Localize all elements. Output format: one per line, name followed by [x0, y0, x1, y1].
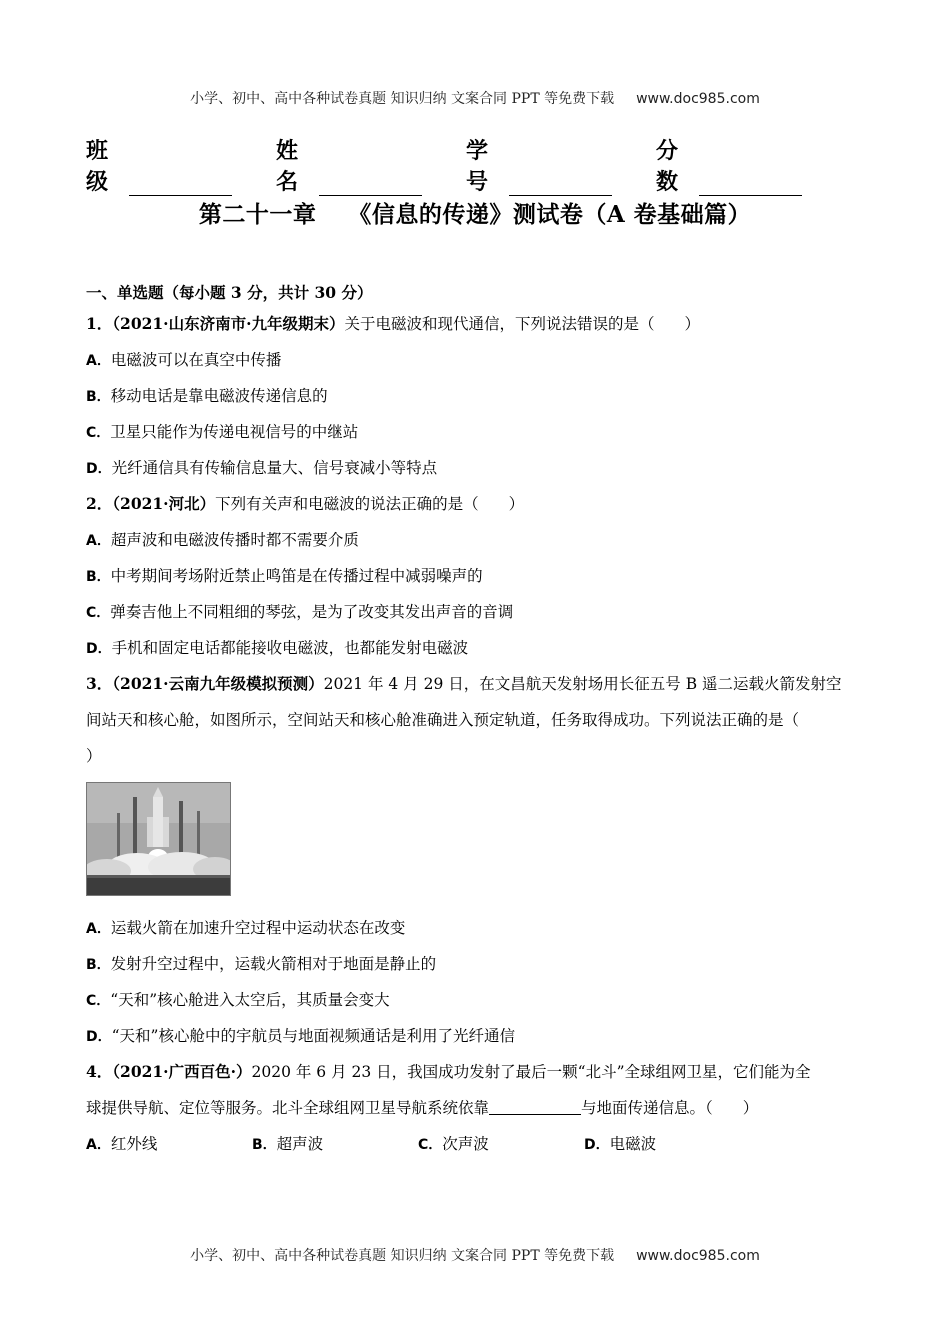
question-3-line-3: ） — [86, 747, 102, 765]
page-footer — [0, 1245, 950, 1265]
section-title: 一、单选题（每小题 3 分，共计 30 分） — [86, 283, 373, 302]
option-d[interactable]: D．光纤通信具有传输信息量大、信号衰减小等特点 — [86, 459, 438, 477]
option-b[interactable]: B．中考期间考场附近禁止鸣笛是在传播过程中减弱噪声的 — [86, 567, 483, 585]
test-title: 《信息的传递》测试卷（A 卷基础篇） — [348, 201, 752, 228]
answer-blank[interactable] — [489, 1098, 581, 1115]
header-site-link[interactable]: www.doc985.com — [636, 91, 760, 107]
option-c[interactable]: C．次声波 — [418, 1135, 489, 1153]
option-b[interactable]: B．移动电话是靠电磁波传递信息的 — [86, 387, 328, 405]
question-number: 1． — [86, 314, 113, 333]
option-d[interactable]: D．“天和”核心舱中的宇航员与地面视频通话是利用了光纤通信 — [86, 1027, 515, 1045]
question-number: 3． — [86, 674, 113, 693]
student-info-row — [86, 134, 846, 196]
name-blank[interactable] — [319, 171, 422, 196]
option-a[interactable]: A．红外线 — [86, 1135, 158, 1153]
name-field[interactable] — [276, 134, 422, 196]
question-4-line-2: 球提供导航、定位等服务。北斗全球组网卫星导航系统依靠 与地面传递信息。（ ） — [86, 1099, 759, 1117]
score-blank[interactable] — [699, 171, 802, 196]
question-text: 2021 年 4 月 29 日，在文昌航天发射场用长征五号 B 遥二运载火箭发射空 — [323, 675, 842, 693]
rocket-launch-icon — [87, 783, 230, 895]
footer-site-link[interactable]: www.doc985.com — [636, 1248, 760, 1264]
option-c[interactable]: C．卫星只能作为传递电视信号的中继站 — [86, 423, 359, 441]
option-d[interactable]: D．电磁波 — [584, 1135, 657, 1153]
question-source: （2021·云南九年级模拟预测） — [112, 674, 324, 693]
question-3-line-2: 间站天和核心舱，如图所示，空间站天和核心舱准确进入预定轨道，任务取得成功。下列说法正确的是（ — [86, 711, 800, 729]
name-label: 姓名 — [276, 138, 299, 195]
chapter-label: 第二十一章 — [198, 201, 317, 228]
option-a[interactable]: A．电磁波可以在真空中传播 — [86, 351, 282, 369]
question-4-options — [86, 1126, 866, 1162]
question-source: （2021·山东济南市·九年级期末） — [112, 314, 345, 333]
question-number: 2． — [86, 494, 113, 513]
score-label: 分数 — [656, 138, 679, 195]
question-number: 4． — [86, 1062, 113, 1081]
id-blank[interactable] — [509, 171, 612, 196]
rocket-launch-image — [86, 782, 231, 896]
question-content — [86, 280, 866, 1162]
page-title — [0, 196, 950, 229]
option-c[interactable]: C．“天和”核心舱进入太空后，其质量会变大 — [86, 991, 390, 1009]
question-text: 2020 年 6 月 23 日，我国成功发射了最后一颗“北斗”全球组网卫星，它们能为全 — [251, 1063, 811, 1081]
class-blank[interactable] — [129, 171, 232, 196]
option-a[interactable]: A．超声波和电磁波传播时都不需要介质 — [86, 531, 359, 549]
option-a[interactable]: A．运载火箭在加速升空过程中运动状态在改变 — [86, 919, 406, 937]
question-4 — [86, 1054, 866, 1090]
option-c[interactable]: C．弹奏吉他上不同粗细的琴弦，是为了改变其发出声音的音调 — [86, 603, 514, 621]
footer-text: 小学、初中、高中各种试卷真题 知识归纳 文案合同 PPT 等免费下载 — [190, 1248, 615, 1264]
question-source: （2021·河北） — [112, 494, 216, 513]
option-b[interactable]: B．超声波 — [252, 1135, 324, 1153]
question-2: 2．（2021·河北）下列有关声和电磁波的说法正确的是（ ） — [86, 494, 525, 513]
class-field[interactable] — [86, 134, 232, 196]
question-3 — [86, 666, 866, 702]
header-text: 小学、初中、高中各种试卷真题 知识归纳 文案合同 PPT 等免费下载 — [190, 91, 615, 107]
class-label: 班级 — [86, 138, 109, 195]
page-header — [0, 88, 950, 108]
question-source: （2021·广西百色·） — [112, 1062, 252, 1081]
id-label: 学号 — [466, 138, 489, 195]
option-d[interactable]: D．手机和固定电话都能接收电磁波，也都能发射电磁波 — [86, 639, 469, 657]
score-field[interactable] — [656, 134, 802, 196]
id-field[interactable] — [466, 134, 612, 196]
question-text: 关于电磁波和现代通信，下列说法错误的是（ — [344, 315, 655, 333]
option-b[interactable]: B．发射升空过程中，运载火箭相对于地面是静止的 — [86, 955, 437, 973]
question-1: 1．（2021·山东济南市·九年级期末）关于电磁波和现代通信，下列说法错误的是（ ） — [86, 314, 701, 333]
question-text: 下列有关声和电磁波的说法正确的是（ — [215, 495, 479, 513]
